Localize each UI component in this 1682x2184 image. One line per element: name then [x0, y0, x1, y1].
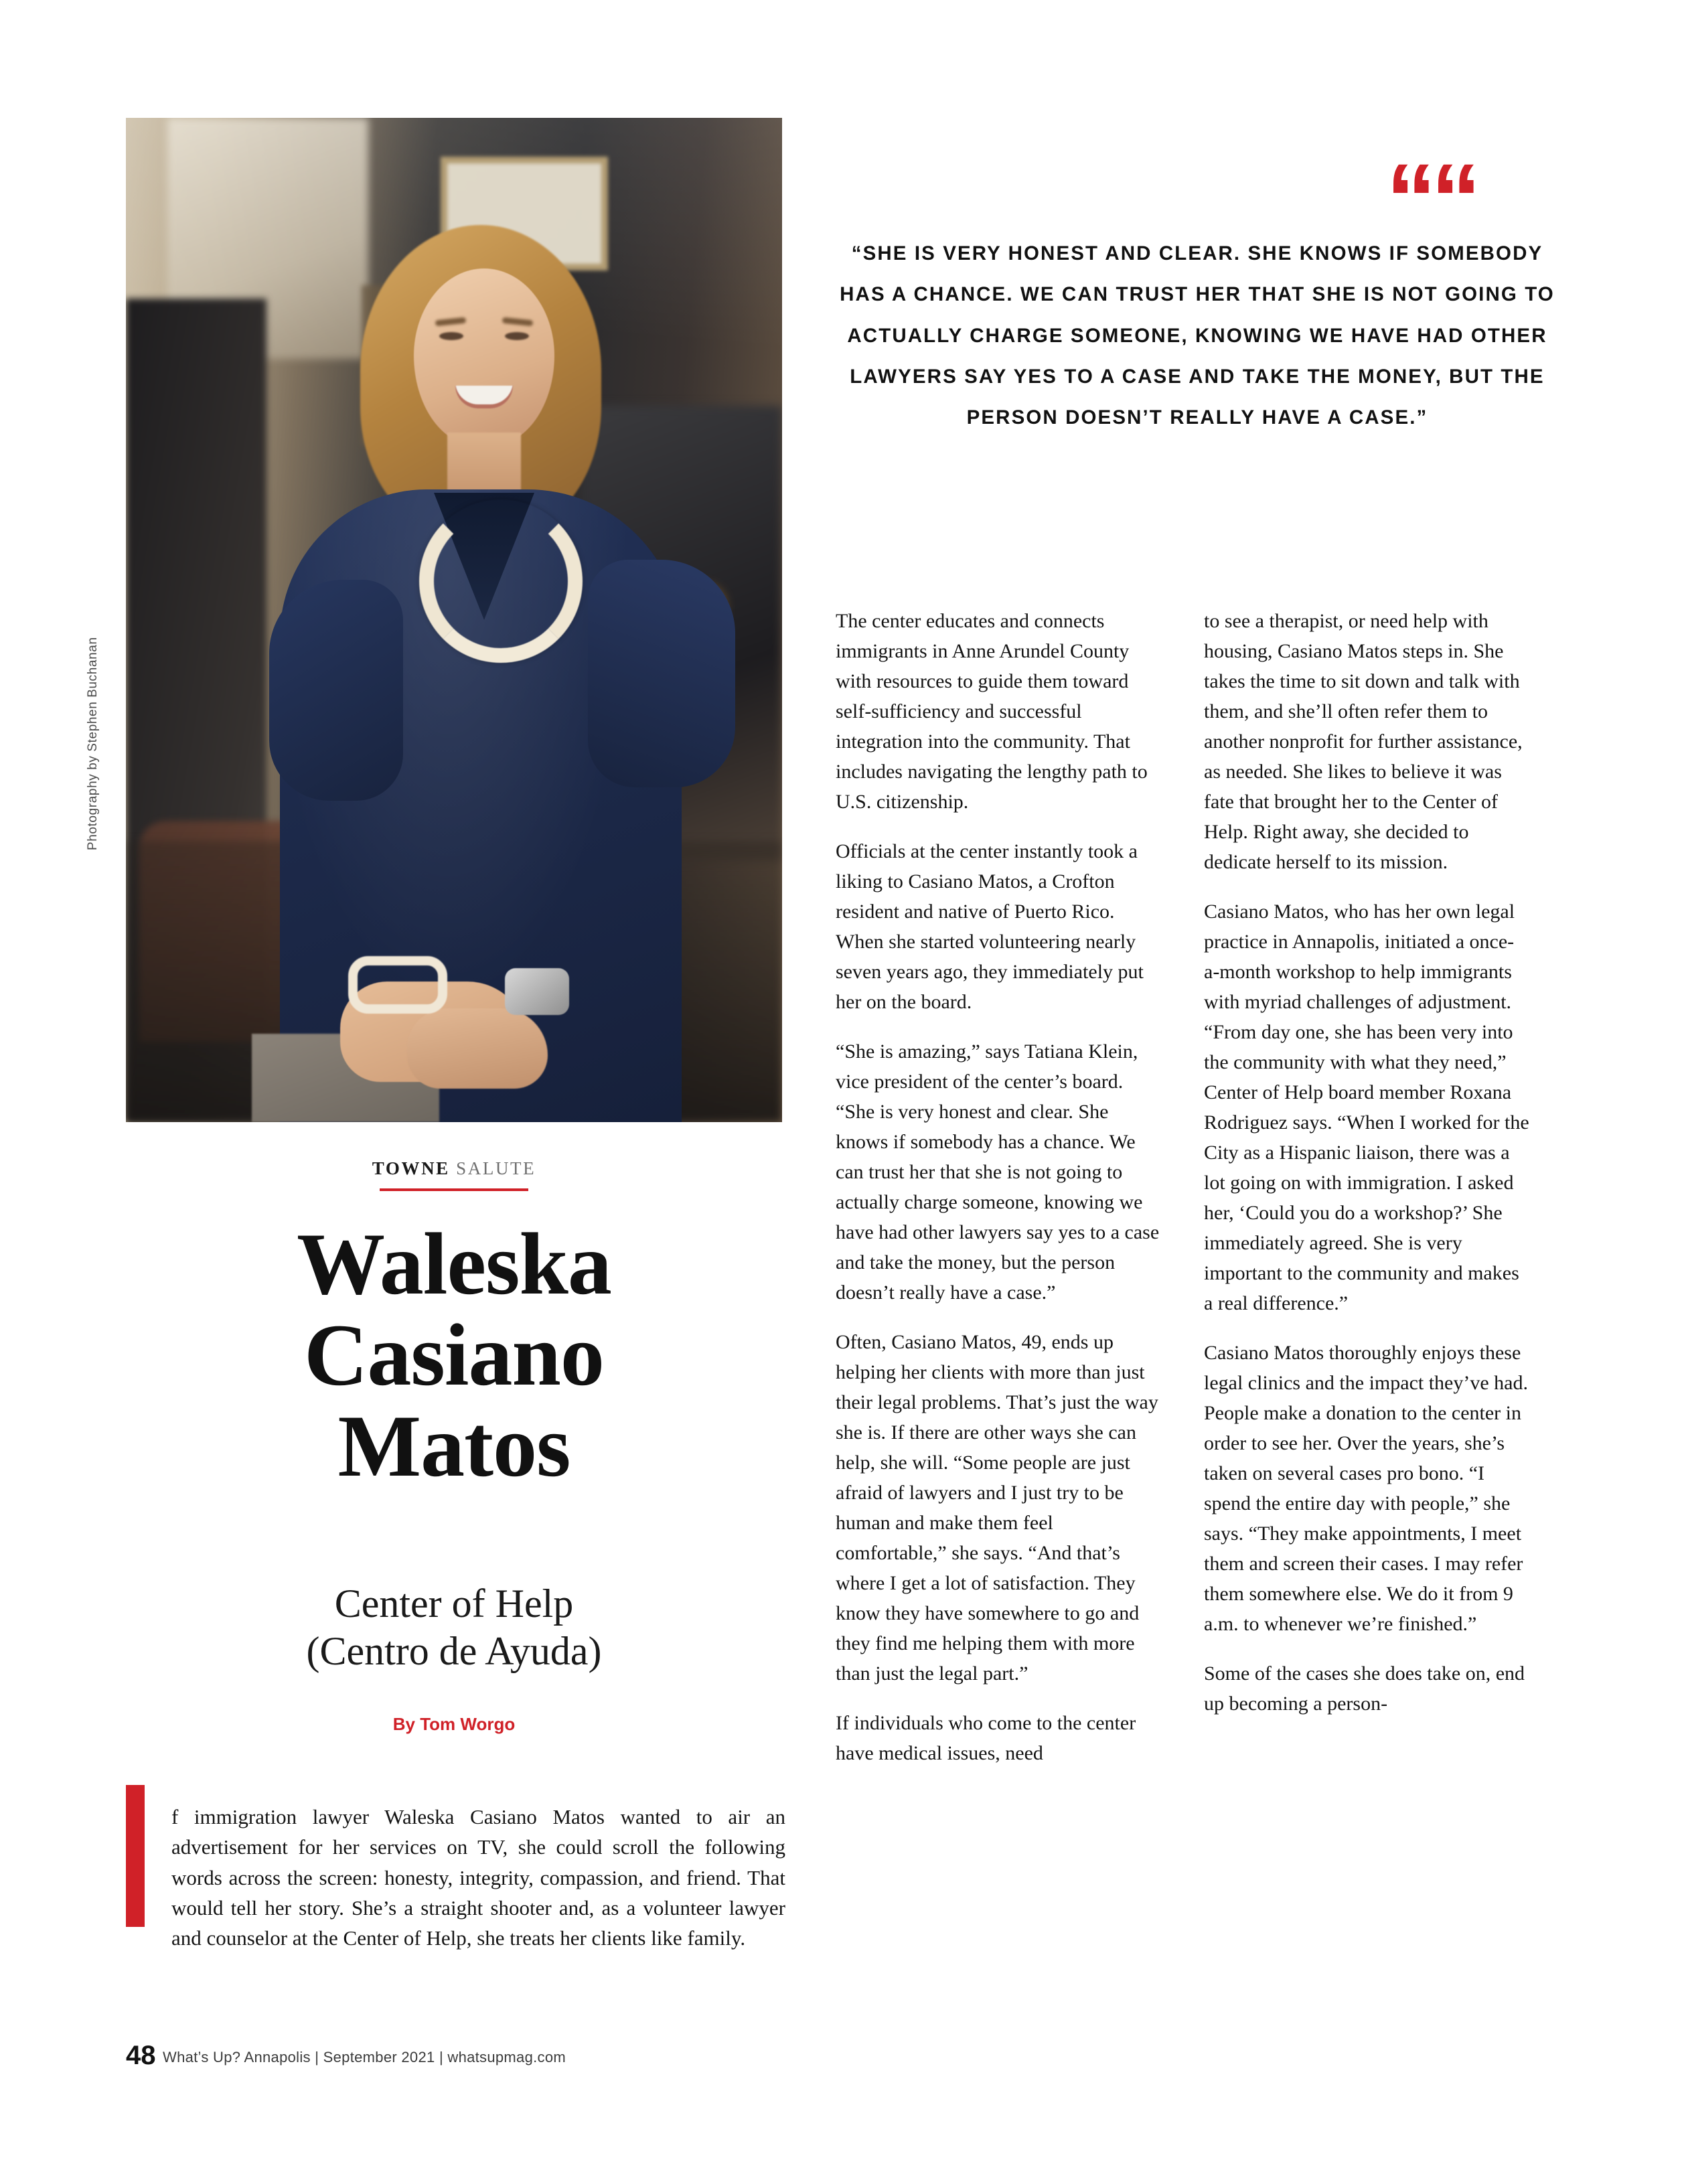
photo-subject-upper-hand: [407, 1008, 548, 1089]
lede-block: [126, 1781, 785, 1974]
drop-cap-bar: [126, 1785, 145, 1927]
headline-line-3: Matos: [337, 1396, 570, 1495]
subtitle-line-1: Center of Help: [334, 1581, 574, 1626]
page-number: 48: [126, 2041, 156, 2070]
headline-line-1: Waleska: [297, 1215, 611, 1313]
byline: By Tom Worgo: [392, 1714, 516, 1734]
photo-subject-pearl-necklace: [419, 499, 583, 663]
body-column-3: [1204, 606, 1529, 1738]
portrait-photo-container: [126, 118, 782, 1122]
lede-paragraph: f immigration lawyer Waleska Casiano Matos wanted to air an advertisement for her services on TV, she could scroll the following words across the screen: honesty, integrity, compassion, and friend. That would tell her story. She’s a straight shooter and, as a volunteer lawyer and counselor at the Center of Help, she treats her clients like family.: [171, 1805, 785, 1950]
photo-subject-bracelet: [348, 956, 447, 1014]
paragraph: Casiano Matos thoroughly enjoys these legal clinics and the impact they’ve had. People make a donation to the center in order to see her. Over the years, she’s taken on several cases pro bono. “I spend the entire day with people,” she says. “They make appointments, I meet them and screen their cases. I may refer them somewhere else. We do it from 9 a.m. to whenever we’re finished.”: [1204, 1342, 1528, 1635]
quote-mark-icon: ““: [1386, 143, 1476, 255]
page-title: [126, 1215, 782, 1495]
photo-subject-left-sleeve: [269, 580, 403, 801]
kicker-light: SALUTE: [456, 1158, 536, 1178]
portrait-of-waleska-casiano-matos: [126, 118, 782, 1122]
paragraph: Often, Casiano Matos, 49, ends up helping her clients with more than just their legal problems. That’s just the way she is. If there are other ways she can help, she will. “Some people are just afraid of lawyers and I just try to be human and make them feel comfortable,” she says. “And that’s where I get a lot of satisfaction. They know they have somewhere to go and they find me helping them with more than just the legal part.”: [836, 1331, 1158, 1685]
kicker-bold: TOWNE: [372, 1158, 450, 1178]
footer-publication-info: What’s Up? Annapolis | September 2021 | whatsupmag.com: [163, 2049, 566, 2065]
body-column-2: [836, 606, 1161, 1788]
photo-subject-left-eye: [439, 332, 463, 340]
subtitle: [126, 1580, 782, 1675]
paragraph: to see a therapist, or need help with housing, Casiano Matos steps in. She takes the time to sit down and talk with them, and she’ll often refer them to another nonprofit for further assistance, as needed. She likes to believe it was fate that brought her to the Center of Help. Right away, she decided to dedicate herself to its mission.: [1204, 610, 1523, 873]
section-kicker: [126, 1158, 782, 1179]
paragraph: Some of the cases she does take on, end up becoming a person-: [1204, 1662, 1525, 1715]
kicker-rule: [380, 1188, 528, 1191]
paragraph: Casiano Matos, who has her own legal practice in Annapolis, initiated a once-a-month workshop to help immigrants with myriad challenges of adjustment. “From day one, she has been very into the community with what they need,” Center of Help board member Roxana Rodriguez says. “When I worked for the City as a Hispanic liaison, there was a lot going on with immigration. I asked her, ‘Could you do a workshop?’ She immediately agreed. She is very important to the community and makes a real difference.”: [1204, 901, 1529, 1314]
subtitle-line-2: (Centro de Ayuda): [306, 1628, 602, 1673]
pull-quote: “SHE IS VERY HONEST AND CLEAR. SHE KNOWS IF SOMEBODY HAS A CHANCE. WE CAN TRUST HER THAT SHE IS NOT GOING TO ACTUALLY CHARGE SOMEONE, KNOWING WE HAVE HAD OTHER LAWYERS SAY YES TO A CASE AND TAKE THE MONEY, BUT THE PERSON DOESN’T REALLY HAVE A CASE.”: [840, 242, 1555, 429]
paragraph: The center educates and connects immigrants in Anne Arundel County with resources to guide them toward self-sufficiency and successful integration into the community. That includes navigating the lengthy path to U.S. citizenship.: [836, 610, 1148, 813]
photo-credit: Photography by Stephen Buchanan: [86, 637, 100, 850]
photo-subject-watch: [505, 968, 569, 1015]
headline-line-2: Casiano: [304, 1305, 604, 1404]
photo-subject-face: [414, 268, 554, 446]
paragraph: “She is amazing,” says Tatiana Klein, vice president of the center’s board. “She is very honest and clear. She knows if somebody has a chance. We can trust her that she is not going to actually charge someone, knowing we have had other lawyers say yes to a case and take the money, but the person doesn’t really have a case.”: [836, 1040, 1160, 1304]
photo-subject-right-eye: [505, 332, 529, 340]
paragraph: Officials at the center instantly took a liking to Casiano Matos, a Crofton resident and native of Puerto Rico. When she started volunteering nearly seven years ago, they immediately put her on the board.: [836, 840, 1144, 1013]
photo-subject-right-sleeve: [588, 560, 735, 787]
paragraph: If individuals who come to the center have medical issues, need: [836, 1712, 1136, 1764]
